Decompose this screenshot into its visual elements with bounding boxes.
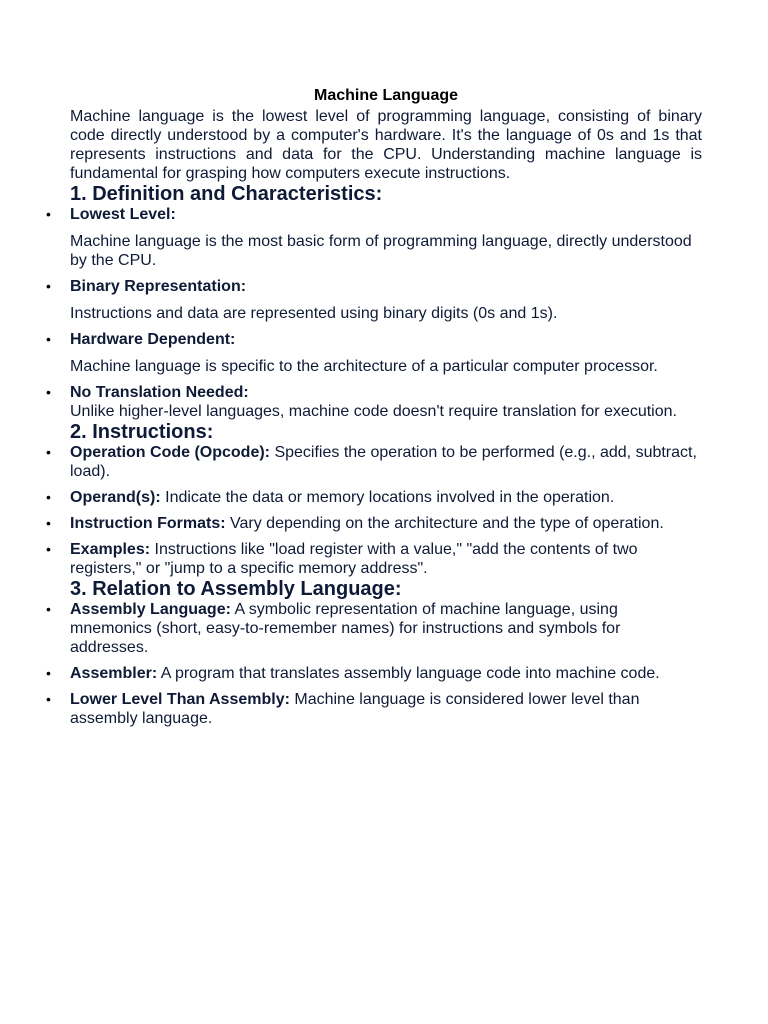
item-description: Vary depending on the architecture and the type of operation. xyxy=(230,515,664,532)
instructions-list xyxy=(70,443,702,578)
list-item xyxy=(70,205,702,270)
list-item xyxy=(70,330,702,376)
item-description: Machine language is specific to the architecture of a particular computer processor. xyxy=(70,358,658,375)
list-item xyxy=(70,277,702,323)
item-term: Assembler: xyxy=(70,665,158,682)
item-term: Assembly Language: xyxy=(70,601,231,618)
item-description: A symbolic representation of machine language, using mnemonics (short, easy-to-remember names) for instructions and symbols for addresses. xyxy=(70,601,621,656)
item-term: Operand(s): xyxy=(70,489,161,506)
list-item xyxy=(70,600,702,657)
item-description: A program that translates assembly language code into machine code. xyxy=(160,665,660,682)
item-description: Instructions like "load register with a value," "add the contents of two registers," or "jump to a specific memory address". xyxy=(70,541,638,577)
item-description: Machine language is the most basic form of programming language, directly understood by the CPU. xyxy=(70,233,692,269)
intro-paragraph: Machine language is the lowest level of programming language, consisting of binary code directly understood by a computer's hardware. It's the language of 0s and 1s that represents instructions and data for the CPU. Understanding machine language is fundamental for grasping how computers execute instructions. xyxy=(70,108,702,182)
item-description: Unlike higher-level languages, machine code doesn't require translation for execution. xyxy=(70,403,677,420)
item-term: Instruction Formats: xyxy=(70,515,226,532)
item-term: Examples: xyxy=(70,541,151,558)
item-term: Operation Code (Opcode): xyxy=(70,444,270,461)
document-content xyxy=(70,86,702,728)
item-description: Indicate the data or memory locations involved in the operation. xyxy=(165,489,615,506)
section-heading-definition: 1. Definition and Characteristics: xyxy=(70,183,383,205)
definition-list xyxy=(70,205,702,421)
item-term: No Translation Needed: xyxy=(70,384,249,401)
list-item xyxy=(70,690,702,728)
section-heading-instructions: 2. Instructions: xyxy=(70,421,214,443)
list-item xyxy=(70,514,702,533)
item-description: Specifies the operation to be performed (e.g., add, subtract, load). xyxy=(70,444,697,480)
list-item xyxy=(70,664,702,683)
list-item xyxy=(70,383,702,421)
list-item xyxy=(70,443,702,481)
item-description: Machine language is considered lower level than assembly language. xyxy=(70,691,640,727)
item-term: Lower Level Than Assembly: xyxy=(70,691,290,708)
item-term: Lowest Level: xyxy=(70,206,176,223)
item-term: Hardware Dependent: xyxy=(70,331,236,348)
document-title: Machine Language xyxy=(313,87,459,104)
item-description: Instructions and data are represented using binary digits (0s and 1s). xyxy=(70,305,558,322)
item-term: Binary Representation: xyxy=(70,278,247,295)
assembly-relation-list xyxy=(70,600,702,728)
list-item xyxy=(70,540,702,578)
list-item xyxy=(70,488,702,507)
section-heading-assembly-relation: 3. Relation to Assembly Language: xyxy=(70,578,402,600)
